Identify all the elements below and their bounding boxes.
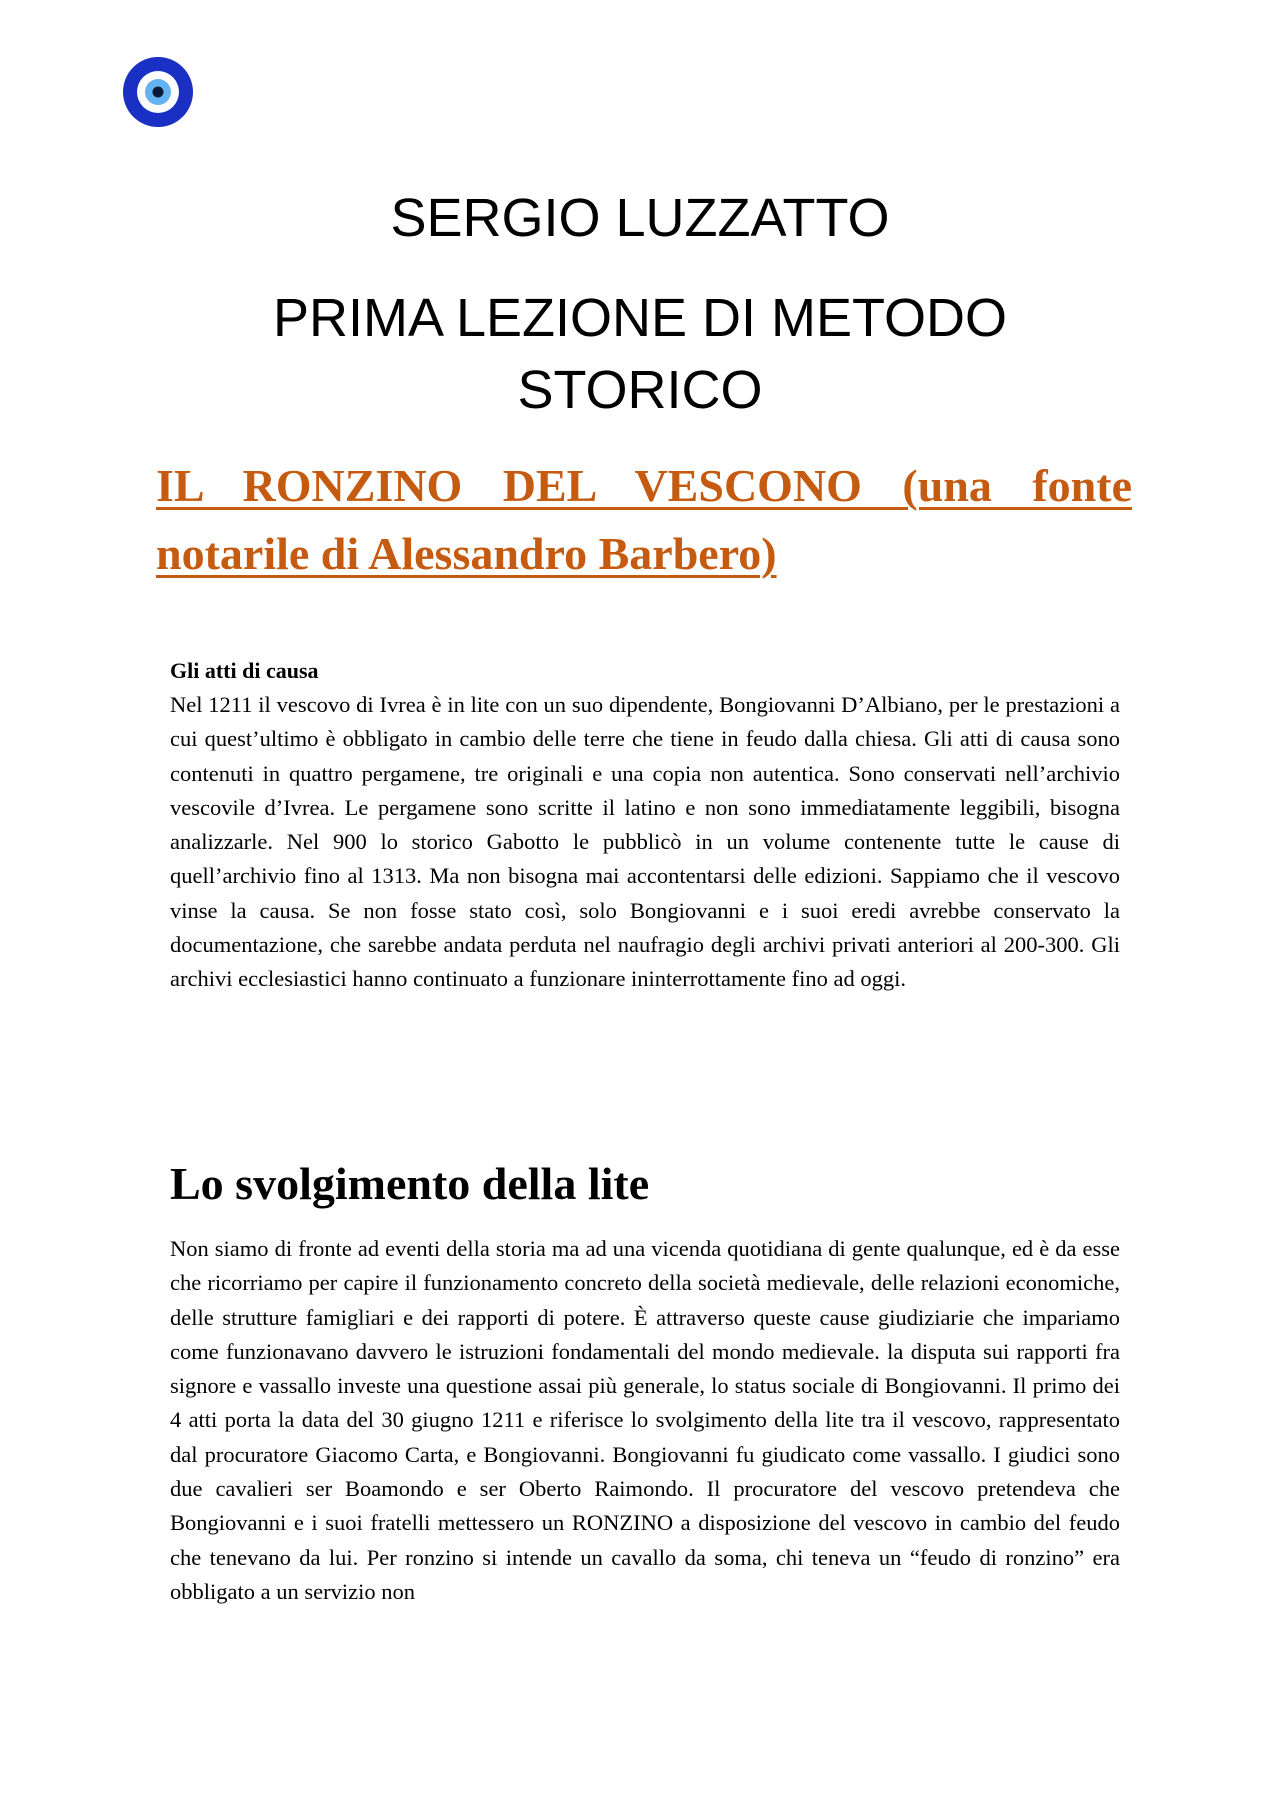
evil-eye-icon [122, 56, 194, 128]
document-subtitle: IL RONZINO DEL VESCONO (una fonte notarile di Alessandro Barbero) [156, 460, 1132, 579]
author-name: SERGIO LUZZATTO [390, 188, 890, 248]
section-heading-svolgimento: Lo svolgimento della lite [170, 1158, 650, 1209]
section-label-atti-di-causa: Gli atti di causa [170, 658, 319, 683]
paragraph-svolgimento: Non siamo di fronte ad eventi della storia ma ad una vicenda quotidiana di gente qualunque, ed è da esse che ricorriamo per capire il funzionamento concreto della società medievale, delle relazioni economiche, delle strutture famigliari e dei rapporti di potere. È attraverso queste cause giudiziarie che impariamo come funzionavano davvero le istruzioni fondamentali del mondo medievale. la disputa sui rapporti fra signore e vassallo investe una questione assai più generale, lo status sociale di Bongiovanni. Il primo dei 4 atti porta la data del 30 giugno 1211 e riferisce lo svolgimento della lite tra il vescovo, rappresentato dal procuratore Giacomo Carta, e Bongiovanni. Bongiovanni fu giudicato come vassallo. I giudici sono due cavalieri ser Boamondo e ser Oberto Raimondo. Il procuratore del vescovo pretendeva che Bongiovanni e i suoi fratelli mettessero un RONZINO a disposizione del vescovo in cambio del feudo che tenevano da lui. Per ronzino si intende un cavallo da soma, chi teneva un “feudo di ronzino” era obbligato a un servizio non [170, 1236, 1120, 1604]
paragraph-atti-di-causa: Nel 1211 il vescovo di Ivrea è in lite con un suo dipendente, Bongiovanni D’Albiano, per le prestazioni a cui quest’ultimo è obbligato in cambio delle terre che tiene in feudo dalla chiesa. Gli atti di causa sono contenuti in quattro pergamene, tre originali e una copia non autentica. Sono conservati nell’archivio vescovile d’Ivrea. Le pergamene sono scritte il latino e non sono immediatamente leggibili, bisogna analizzarle. Nel 900 lo storico Gabotto le pubblicò in un volume contenente tutte le cause di quell’archivio fino al 1313. Ma non bisogna mai accontentarsi delle edizioni. Sappiamo che il vescovo vinse la causa. Se non fosse stato così, solo Bongiovanni e i suoi eredi avrebbe conservato la documentazione, che sarebbe andata perduta nel naufragio degli archivi privati anteriori al 200-300. Gli archivi ecclesiastici hanno continuato a funzionare ininterrottamente fino ad oggi. [170, 692, 1120, 992]
book-title: PRIMA LEZIONE DI METODO STORICO [272, 288, 1008, 420]
